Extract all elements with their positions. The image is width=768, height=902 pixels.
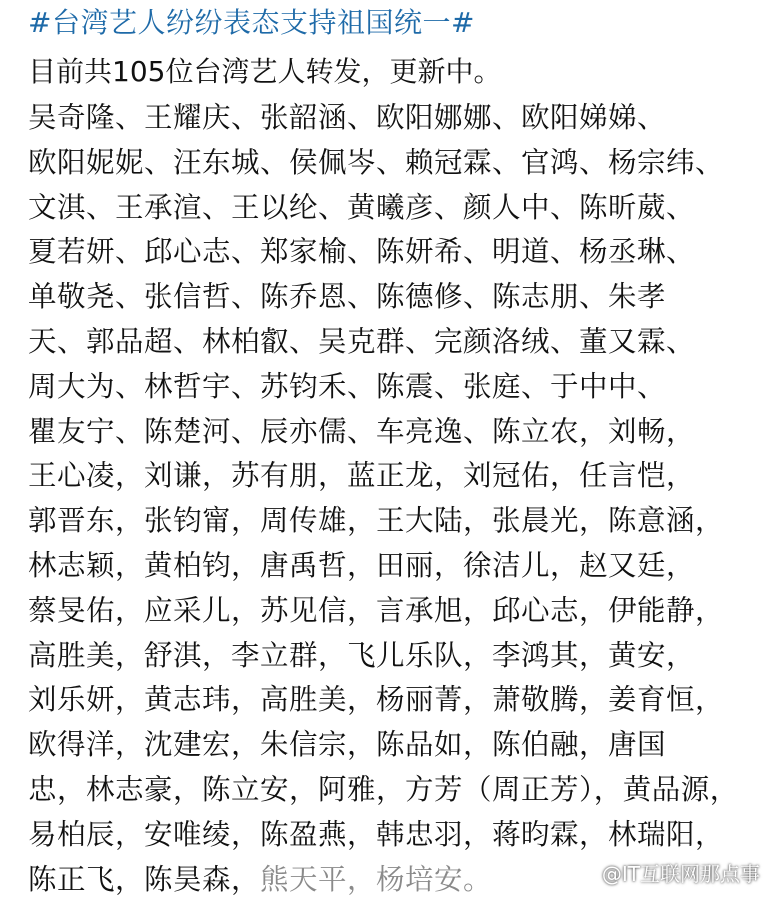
last-line-part-b: 熊天平，杨培安。 (260, 862, 493, 896)
list-line: 瞿友宁、陈楚河、辰亦儒、车亮逸、陈立农，刘畅， (28, 414, 696, 448)
list-line: 周大为、林哲宇、苏钧禾、陈震、张庭、于中中、 (28, 369, 667, 403)
list-line: 林志颖，黄柏钧，唐禹哲，田丽，徐洁儿，赵又廷， (28, 548, 696, 582)
list-line: 单敬尧、张信哲、陈乔恩、陈德修、陈志朋、朱孝 (28, 280, 667, 314)
list-line: 王心凌，刘谦，苏有朋，蓝正龙，刘冠佑，任言恺， (28, 459, 696, 493)
list-line: 蔡旻佑，应采儿，苏见信，言承旭，邱心志，伊能静， (28, 593, 725, 627)
artist-list (28, 96, 758, 902)
list-line: 吴奇隆、王耀庆、张韶涵、欧阳娜娜、欧阳娣娣、 (28, 101, 667, 134)
list-line: 郭晋东，张钧甯，周传雄，王大陆，张晨光，陈意涵， (28, 504, 725, 538)
list-line: 天、郭品超、林柏叡、吴克群、完颜洛绒、董又霖、 (28, 324, 696, 358)
list-line: 欧得洋，沈建宏，朱信宗，陈品如，陈伯融，唐国 (28, 728, 667, 762)
list-line: 夏若妍、邱心志、郑家榆、陈妍希、明道、杨丞琳、 (28, 235, 696, 269)
list-line: 刘乐妍，黄志玮，高胜美，杨丽菁，萧敬腾，姜育恒， (28, 683, 725, 717)
intro-text: 目前共105位台湾艺人转发，更新中。 (28, 55, 502, 88)
list-line: 高胜美，舒淇，李立群，飞儿乐队，李鸿其，黄安， (28, 638, 696, 672)
list-line: 忠，林志豪，陈立安，阿雅，方芳（周正芳），黄品源， (28, 772, 739, 806)
watermark (570, 862, 760, 886)
list-line: 易柏辰，安唯绫，陈盈燕，韩忠羽，蒋昀霖，林瑞阳， (28, 817, 725, 851)
weibo-icon (570, 862, 598, 886)
list-line: 文淇、王承渲、王以纶、黄曦彦、颜人中、陈昕葳、 (28, 190, 696, 224)
hashtag-title[interactable]: #台湾艺人纷纷表态支持祖国统一# (28, 6, 475, 39)
list-line: 欧阳妮妮、汪东城、侯佩岑、赖冠霖、官鸿、杨宗纬、 (28, 145, 725, 179)
last-line-part-a: 陈正飞，陈昊森， (28, 862, 261, 896)
watermark-text: @IT互联网那点事 (601, 862, 760, 886)
